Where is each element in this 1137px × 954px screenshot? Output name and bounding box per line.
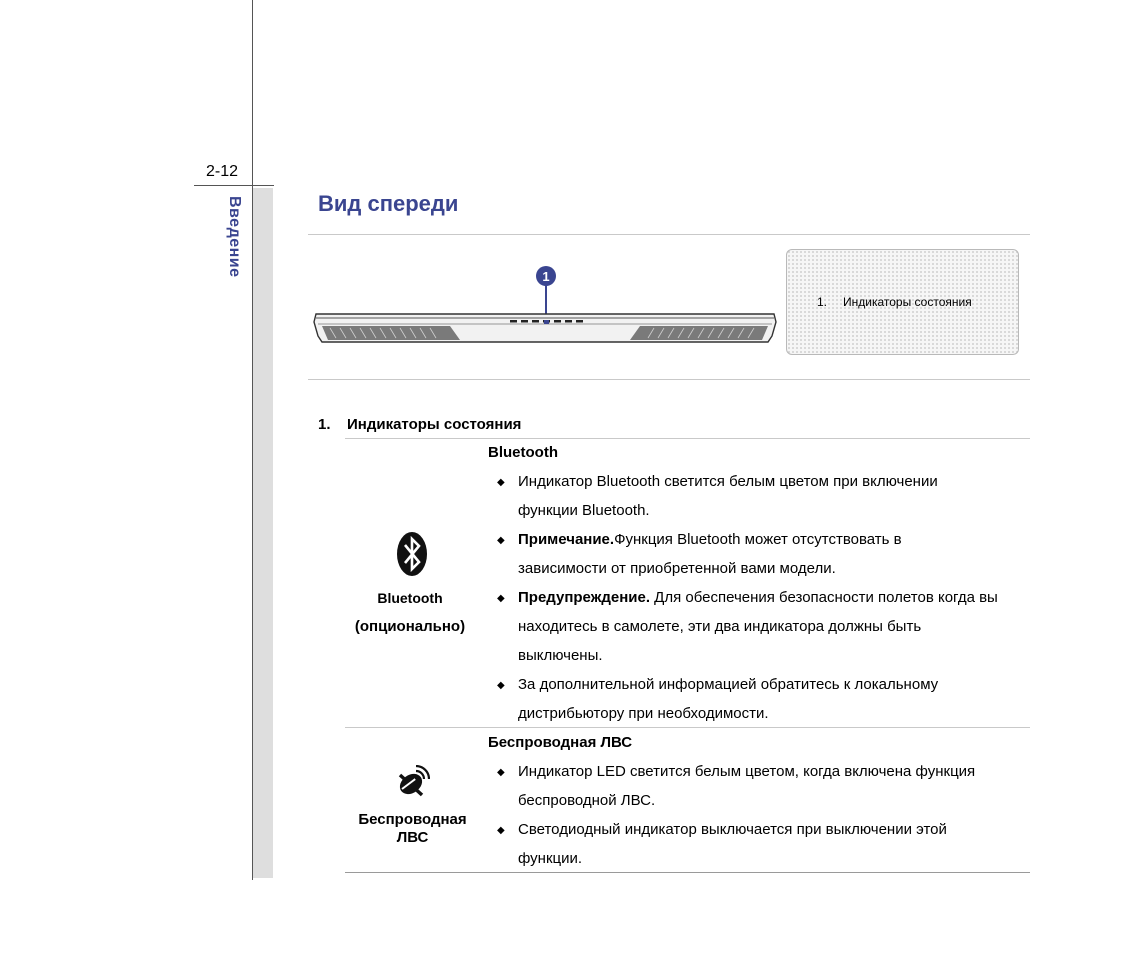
bullet-marker: ◆ — [497, 767, 505, 778]
bluetooth-heading: Bluetooth — [488, 444, 558, 461]
side-tab-bar — [253, 188, 273, 878]
wireless-lan-icon — [396, 765, 430, 799]
callout-number: 1 — [542, 269, 550, 284]
row-divider — [345, 727, 1030, 728]
legend-item-label: Индикаторы состояния — [843, 295, 972, 309]
bullet-marker: ◆ — [497, 477, 505, 488]
title-rule — [308, 234, 1030, 235]
wlan-bullet-2: Светодиодный индикатор выключается при выключении этой функции. — [518, 821, 947, 867]
table-bottom-rule — [345, 872, 1030, 873]
page-number-rule — [194, 185, 274, 186]
figure-bottom-rule — [308, 379, 1030, 380]
legend-item-number: 1. — [817, 295, 828, 309]
bullet-marker: ◆ — [497, 680, 505, 691]
page-title: Вид спереди — [318, 191, 459, 216]
bullet-marker: ◆ — [497, 593, 505, 604]
bluetooth-icon — [396, 531, 428, 577]
bluetooth-bullet-warning: Предупреждение. Для обеспечения безопасности полетов когда вы находитесь в самолете, эти два индикатора должны быть выключены. — [518, 589, 998, 664]
chapter-label: Введение — [226, 196, 243, 278]
bullet-marker: ◆ — [497, 535, 505, 546]
wlan-heading: Беспроводная ЛВС — [488, 734, 633, 751]
section-heading: Индикаторы состояния — [347, 416, 522, 433]
wlan-caption-line2: ЛВС — [396, 829, 429, 846]
bluetooth-bullet-note: Примечание.Функция Bluetooth может отсутствовать в зависимости от приобретенной вами модели. — [518, 531, 902, 577]
section-number: 1. — [318, 416, 331, 433]
bluetooth-bullet-1: Индикатор Bluetooth светится белым цветом при включении функции Bluetooth. — [518, 473, 938, 519]
bullet-marker: ◆ — [497, 825, 505, 836]
bluetooth-caption: Bluetooth — [377, 590, 443, 606]
bluetooth-caption-optional: (опционально) — [354, 618, 466, 635]
wlan-bullet-1: Индикатор LED светится белым цветом, когда включена функция беспроводной ЛВС. — [518, 763, 976, 809]
page-number: 2-12 — [206, 163, 239, 180]
section-heading-rule — [345, 438, 1030, 439]
laptop-front-view-illustration — [310, 262, 780, 346]
wlan-caption: Беспроводная — [358, 811, 467, 828]
bluetooth-bullet-4: За дополнительной информацией обратитесь к локальному дистрибьютору при необходимости. — [518, 676, 939, 722]
